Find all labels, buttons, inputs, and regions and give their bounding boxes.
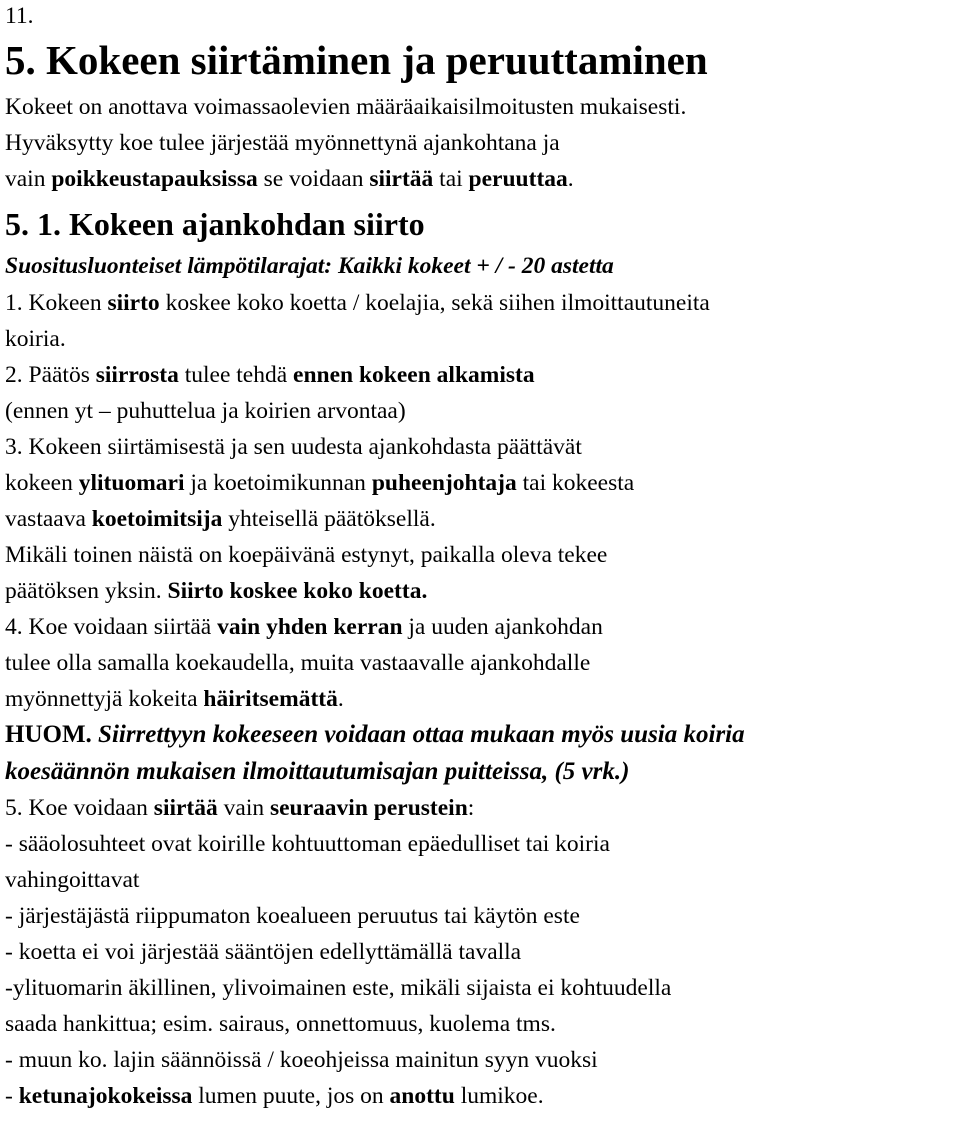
text-run: 2. Päätös [5, 362, 96, 388]
page-number: 11. [5, 3, 34, 29]
item-4-line-2: tulee olla samalla koekaudella, muita vastaavalle ajankohdalle [5, 650, 591, 676]
emphasis-postponement: siirrosta [95, 362, 179, 388]
text-run: kokeen [5, 470, 79, 496]
text-run: tai kokeesta [516, 470, 635, 496]
text-run: tulee tehdä [178, 362, 294, 388]
emphasis-fox-trials: ketunajokokeissa [18, 1083, 193, 1109]
emphasis-whole-trial: Siirto koskee koko koetta. [167, 578, 428, 604]
ground-judge-obstacle-line-2: saada hankittua; esim. sairaus, onnettomuus, kuolema tms. [5, 1011, 556, 1037]
ground-area-cancellation: - järjestäjästä riippumaton koealueen peruutus tai käytön este [5, 903, 580, 929]
item-2-line-2: (ennen yt – puhuttelua ja koirien arvontaa) [5, 398, 406, 424]
item-3-line-5 [5, 573, 955, 609]
item-4-line-3 [5, 681, 955, 717]
section-title: 5. Kokeen siirtäminen ja peruuttaminen [5, 37, 708, 83]
ground-fox-trial-snow [5, 1078, 955, 1114]
emphasis-before-start: ennen kokeen alkamista [293, 362, 535, 388]
item-1-line-2: koiria. [5, 326, 66, 352]
emphasis-chief-judge: ylituomari [78, 470, 185, 496]
huom-note-line-1 [5, 717, 955, 753]
text-run: yhteisellä päätöksellä. [222, 506, 436, 532]
emphasis-cancel: peruuttaa [468, 166, 568, 192]
item-1-line-1 [5, 285, 955, 321]
intro-line-1: Kokeet on anottava voimassaolevien määräaikaisilmoitusten mukaisesti. [5, 94, 687, 120]
item-5-line-1 [5, 790, 955, 826]
intro-line-3 [5, 161, 955, 197]
ground-rules-not-possible: - koetta ei voi järjestää sääntöjen edellyttämällä tavalla [5, 939, 522, 965]
emphasis-postpone: siirtää [369, 166, 434, 192]
item-2-line-1 [5, 357, 955, 393]
text-run: myönnettyjä kokeita [5, 686, 204, 712]
text-run: lumen puute, jos on [192, 1083, 390, 1109]
emphasis-postpone: siirtää [153, 795, 218, 821]
item-4-line-1 [5, 609, 955, 645]
text-run: ja uuden ajankohdan [402, 614, 603, 640]
emphasis-only-once: vain yhden kerran [217, 614, 403, 640]
item-3-line-4: Mikäli toinen näistä on koepäivänä estynyt, paikalla oleva tekee [5, 542, 608, 568]
document-page [5, 0, 955, 1114]
text-run: . [337, 686, 344, 712]
temperature-limits-note: Suositusluonteiset lämpötilarajat: Kaikki kokeet + / - 20 astetta [5, 253, 614, 279]
ground-other-reason: - muun ko. lajin säännöissä / koeohjeissa mainitun syyn vuoksi [5, 1047, 598, 1073]
item-3-line-3 [5, 501, 955, 537]
text-run: vain [217, 795, 270, 821]
text-run: vain [5, 166, 52, 192]
text-run: 1. Kokeen [5, 290, 108, 316]
ground-weather-line-2: vahingoittavat [5, 867, 140, 893]
text-run: ja koetoimikunnan [184, 470, 372, 496]
emphasis-chairperson: puheenjohtaja [371, 470, 517, 496]
text-run: se voidaan [257, 166, 370, 192]
text-run: : [467, 795, 475, 821]
text-run: koskee koko koetta / koelajia, sekä siihen ilmoittautuneita [159, 290, 710, 316]
text-run: - [5, 1083, 19, 1109]
huom-text: Siirrettyyn kokeeseen voidaan ottaa mukaan myös uusia koiria [91, 721, 745, 748]
ground-judge-obstacle-line-1: -ylituomarin äkillinen, ylivoimainen este, mikäli sijaista ei kohtuudella [5, 975, 672, 1001]
emphasis-without-disturbing: häiritsemättä [203, 686, 338, 712]
text-run: päätöksen yksin. [5, 578, 168, 604]
subsection-title: 5. 1. Kokeen ajankohdan siirto [5, 206, 425, 242]
huom-label: HUOM. [5, 721, 92, 748]
text-run: 4. Koe voidaan siirtää [5, 614, 218, 640]
text-run: . [567, 166, 574, 192]
text-run: vastaava [5, 506, 92, 532]
emphasis-postponement: siirto [107, 290, 160, 316]
text-run: 5. Koe voidaan [5, 795, 154, 821]
text-run: tai [433, 166, 469, 192]
huom-note-line-2: koesäännön mukaisen ilmoittautumisajan puitteissa, (5 vrk.) [5, 758, 630, 785]
emphasis-exceptional-cases: poikkeustapauksissa [51, 166, 258, 192]
intro-line-2: Hyväksytty koe tulee järjestää myönnettynä ajankohtana ja [5, 130, 560, 156]
emphasis-applied: anottu [389, 1083, 455, 1109]
text-run: lumikoe. [454, 1083, 544, 1109]
ground-weather-line-1: - sääolosuhteet ovat koirille kohtuuttoman epäedulliset tai koiria [5, 831, 610, 857]
item-3-line-1: 3. Kokeen siirtämisestä ja sen uudesta ajankohdasta päättävät [5, 434, 582, 460]
item-3-line-2 [5, 465, 955, 501]
emphasis-following-grounds: seuraavin perustein [269, 795, 468, 821]
emphasis-secretary: koetoimitsija [91, 506, 223, 532]
